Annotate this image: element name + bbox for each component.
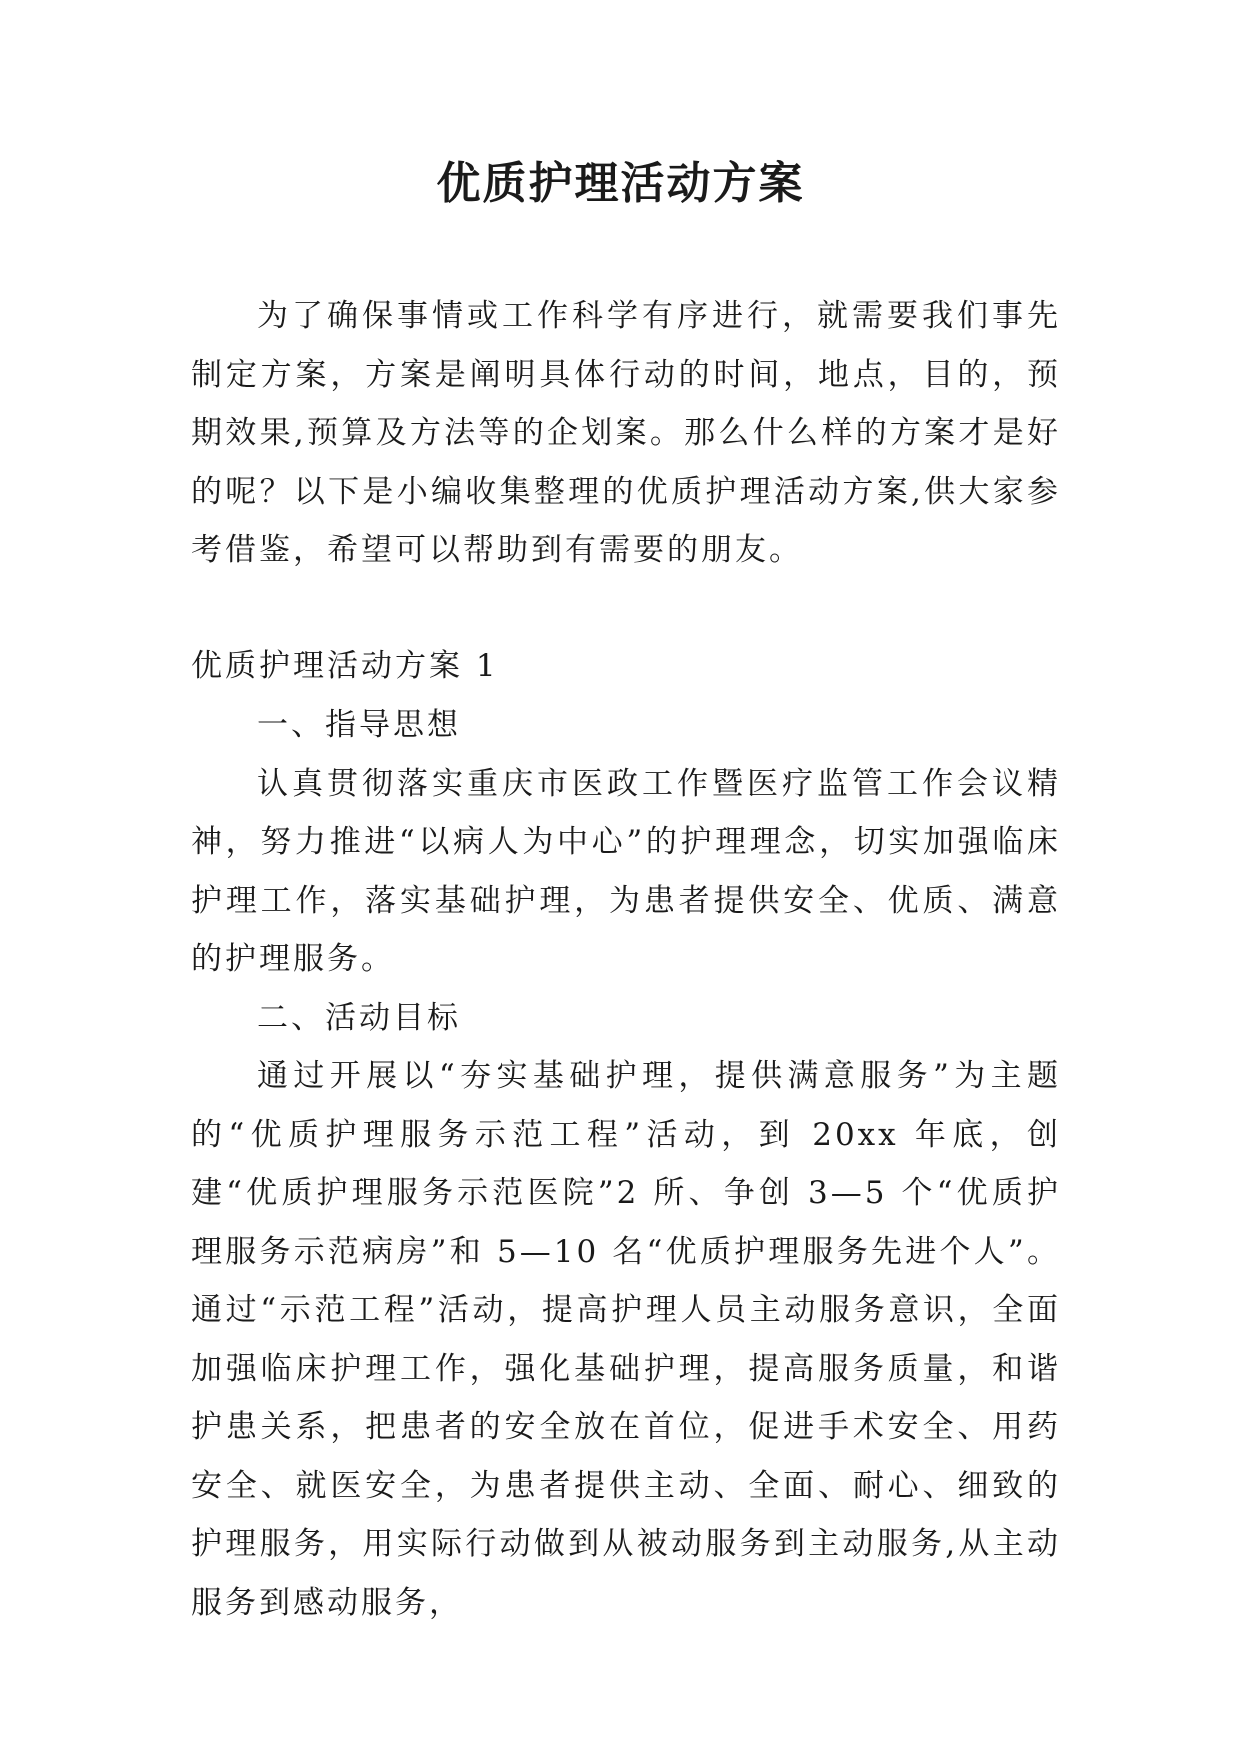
section-title: 优质护理活动方案 1	[191, 648, 499, 684]
paragraph-guiding-ideology: 认真贯彻落实重庆市医政工作暨医疗监管工作会议精神，努力推进“以病人为中心”的护理理念，切实加强临床护理工作，落实基础护理，为患者提供安全、优质、满意的护理服务。	[191, 765, 1061, 977]
document-title: 优质护理活动方案	[436, 158, 805, 209]
heading-activity-goals: 二、活动目标	[257, 999, 461, 1036]
heading-guiding-ideology: 一、指导思想	[257, 707, 461, 743]
paragraph-activity-goals: 通过开展以“夯实基础护理，提供满意服务”为主题的“优质护理服务示范工程”活动，到 20xx 年底，创建“优质护理服务示范医院”2 所、争创 3—5 个“优质护理服务示范病房”和 5—10 名“优质护理服务先进个人”。通过“示范工程”活动，提高护理人员主动服务意识，全面加强临床护理工作，强化基础护理，提高服务质量，和谐护患关系，把患者的安全放在首位，促进手术安全、用药安全、就医安全，为患者提供主动、全面、耐心、细致的护理服务，用实际行动做到从被动服务到主动服务,从主动服务到感动服务，	[191, 1058, 1061, 1621]
intro-paragraph: 为了确保事情或工作科学有序进行，就需要我们事先制定方案，方案是阐明具体行动的时间，地点，目的，预期效果,预算及方法等的企划案。那么什么样的方案才是好的呢？以下是小编收集整理的优质护理活动方案,供大家参考借鉴，希望可以帮助到有需要的朋友。	[191, 298, 1061, 568]
section-content	[191, 696, 1061, 1632]
